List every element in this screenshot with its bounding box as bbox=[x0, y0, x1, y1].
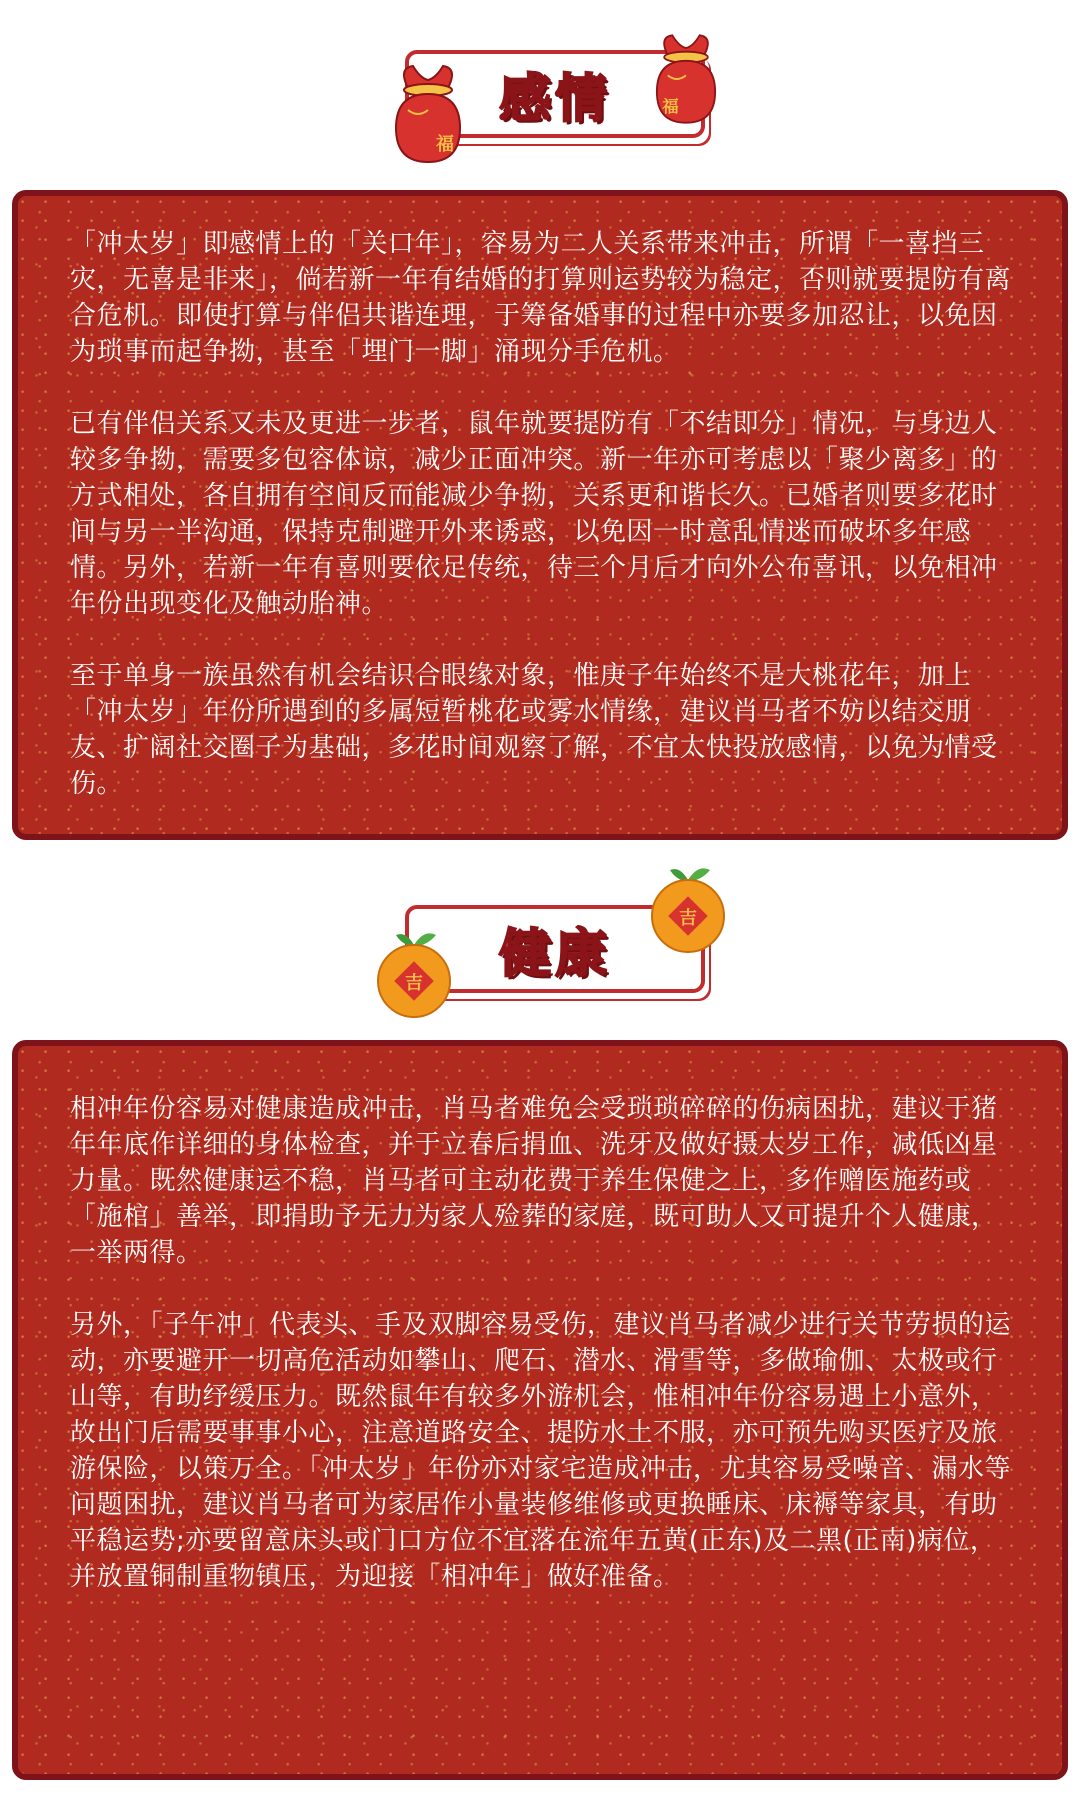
emotion-paragraph: 已有伴侣关系又未及更进一步者，鼠年就要提防有「不结即分」情况，与身边人较多争拗，需要多包容体谅，减少正面冲突。新一年亦可考虑以「聚少离多」的方式相处，各自拥有空间反而能减少争拗，关系更和谐长久。已婚者则要多花时间与另一半沟通，保持克制避开外来诱惑，以免因一时意乱情迷而破坏多年感情。另外，若新一年有喜则要依足传统，待三个月后才向外公布喜讯，以免相冲年份出现变化及触动胎神。 bbox=[70, 409, 998, 619]
orange-char: 吉 bbox=[405, 973, 423, 994]
emotion-panel bbox=[12, 190, 1068, 840]
orange-char: 吉 bbox=[679, 908, 697, 929]
emotion-text bbox=[70, 226, 1016, 838]
health-paragraph: 另外，「子午冲」代表头、手及双脚容易受伤，建议肖马者减少进行关节劳损的运动，亦要避开一切高危活动如攀山、爬石、潜水、滑雪等，多做瑜伽、太极或行山等，有助纾缓压力。既然鼠年有较多外游机会，惟相冲年份容易遇上小意外，故出门后需要事事小心，注意道路安全、提防水土不服，亦可预先购买医疗及旅游保险，以策万全。「冲太岁」年份亦对家宅造成冲击，尤其容易受噪音、漏水等问题困扰，建议肖马者可为家居作小量装修维修或更换睡床、床褥等家具，有助平稳运势;亦要留意床头或门口方位不宜落在流年五黄(正东)及二黑(正南)病位，并放置铜制重物镇压，为迎接「相冲年」做好准备。 bbox=[70, 1310, 1012, 1592]
lucky-bag-char: 福 bbox=[662, 96, 679, 116]
health-paragraph: 相冲年份容易对健康造成冲击，肖马者难免会受琐琐碎碎的伤病困扰，建议于猪年年底作详细的身体检查，并于立春后捐血、洗牙及做好摄太岁工作，减低凶星力量。既然健康运不稳，肖马者可主动花费于养生保健之上，多作赠医施药或「施棺」善举，即捐助予无力为家人殓葬的家庭，既可助人又可提升个人健康，一举两得。 bbox=[70, 1094, 998, 1268]
emotion-paragraph: 「冲太岁」即感情上的「关口年」，容易为二人关系带来冲击，所谓「一喜挡三灾，无喜是非来」，倘若新一年有结婚的打算则运势较为稳定，否则就要提防有离合危机。即使打算与伴侣共谐连理，于筹备婚事的过程中亦要多加忍让，以免因为琐事而起争拗，甚至「埋门一脚」涌现分手危机。 bbox=[70, 229, 1012, 367]
health-heading-title: 健康 bbox=[498, 924, 611, 985]
lucky-bag-char: 福 bbox=[436, 134, 454, 155]
health-text bbox=[70, 1091, 1016, 1631]
orange-icon bbox=[366, 925, 462, 1021]
lucky-bag-icon bbox=[378, 58, 478, 170]
lucky-bag-icon bbox=[640, 28, 732, 130]
emotion-paragraph: 至于单身一族虽然有机会结识合眼缘对象，惟庚子年始终不是大桃花年，加上「冲太岁」年份所遇到的多属短暂桃花或雾水情缘，建议肖马者不妨以结交朋友、扩阔社交圈子为基础，多花时间观察了解，不宜太快投放感情，以免为情受伤。 bbox=[70, 661, 998, 799]
health-panel bbox=[12, 1040, 1068, 1780]
orange-icon bbox=[640, 860, 736, 956]
emotion-heading-title: 感情 bbox=[498, 69, 611, 130]
